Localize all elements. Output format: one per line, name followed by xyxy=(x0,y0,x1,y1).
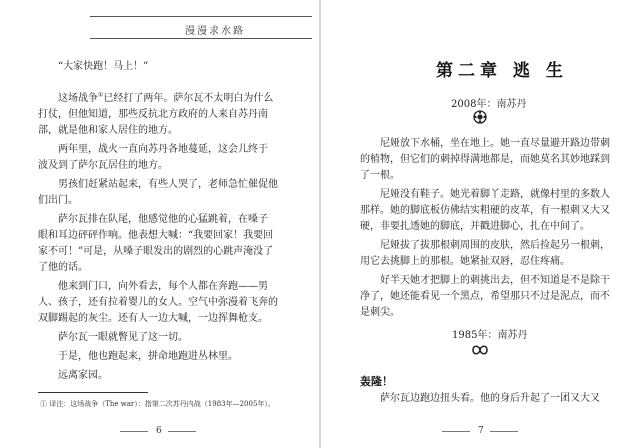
paragraph-line: 部，就是他和家人居住的地方。 xyxy=(38,125,178,136)
page-number: 6 xyxy=(156,426,162,436)
paragraph-line: 的植物，但它们的刺掉得满地都是，而她莫名其妙地踩到 xyxy=(360,154,610,165)
page-number-rule xyxy=(168,431,196,432)
paragraph-line: 尼娅放下水桶，坐在地上。她一直尽量避开路边带刺 xyxy=(380,138,610,149)
paragraph-line: 双脚踢起的灰尘。还有人一边大喊，一边挥舞枪支。 xyxy=(38,313,268,324)
paragraph-line: 们出门。 xyxy=(38,195,78,206)
page-number-rule xyxy=(490,431,518,432)
paragraph-line: 尼娅没有鞋子。她光着脚丫走路，就像村里的多数人 xyxy=(380,189,610,200)
footnote: ① 译注：这场战争（The war）：指第二次苏丹内战（1983年—2005年）。 xyxy=(40,400,275,408)
paragraph-line: 净了，她还能看见一个黑点，希望那只不过是泥点，而不 xyxy=(360,291,610,302)
paragraph-line: 男孩们赶紧站起来，有些人哭了，老师急忙催促他 xyxy=(58,179,278,190)
paragraph-line: 萨尔瓦一眼就瞥见了这一切。 xyxy=(58,332,188,343)
header-rule-bottom xyxy=(90,38,312,39)
paragraph-line: 远离家园。 xyxy=(58,370,108,381)
running-header: 漫漫求水路 xyxy=(185,26,245,37)
paragraph-line: 于是，他也跑起来，拼命地跑进丛林里。 xyxy=(58,351,238,362)
paragraph-line: 尼娅拔了拔那根刺周围的皮肤，然后捡起另一根刺， xyxy=(380,240,610,251)
paragraph-line: 硬，非要扎透她的脚底，并戳进脚心，扎在中间了。 xyxy=(360,221,590,232)
paragraph-line: “大家快跑！马上！” xyxy=(58,61,149,72)
paragraph-line: 了一根。 xyxy=(360,170,400,181)
page-number-rule xyxy=(442,431,470,432)
footnote-marker: ① xyxy=(98,91,104,99)
paragraph-line: 萨尔瓦排在队尾，他感觉他的心猛跳着，在嗓子 xyxy=(58,214,268,225)
dateline: 1985年：南苏丹 xyxy=(452,330,528,341)
flower-ornament-icon xyxy=(473,110,487,124)
page-number-rule xyxy=(120,431,148,432)
header-rule-top xyxy=(90,16,312,17)
knot-ornament-icon xyxy=(471,344,489,356)
paragraph-line: 打仗，但他知道，那些反抗北方政府的人来自苏丹南 xyxy=(38,109,268,120)
paragraph-line: 了他的话。 xyxy=(38,262,88,273)
chapter-title: 第二章 逃 生 xyxy=(436,61,568,81)
paragraph-line: 萨尔瓦边跑边扭头看。他的身后升起了一团又大又 xyxy=(380,393,600,404)
right-page xyxy=(320,0,640,448)
dateline: 2008年：南苏丹 xyxy=(451,99,527,110)
paragraph-line: 那样。她的脚底板仿佛结实粗硬的皮革，有一根刺又大又 xyxy=(360,205,610,216)
paragraph-line: 人、孩子，还有拉着婴儿的女人。空气中弥漫着飞奔的 xyxy=(38,297,278,308)
paragraph-line: 是刺尖。 xyxy=(360,307,400,318)
footnote-rule xyxy=(38,392,148,393)
page-number: 7 xyxy=(478,426,484,436)
paragraph-line: 好半天她才把脚上的刺挑出去，但不知道是不是除干 xyxy=(380,275,610,286)
paragraph-line: 眼和耳边砰砰作响。他表想大喊：“我要回家！我要回 xyxy=(38,230,274,241)
paragraph-line: 用它去挑脚上的那根。她紧扯双唇，忍住疼痛。 xyxy=(360,256,570,267)
sound-heading: 轰隆！ xyxy=(360,375,393,388)
paragraph-line: 他来到门口，向外看去，每个人都在奔跑——男 xyxy=(58,281,268,292)
paragraph-line: 两年里，战火一直向苏丹各地蔓延，这会儿终于 xyxy=(58,144,268,155)
paragraph-line: 这场战争①已经打了两年。萨尔瓦不太明白为什么 xyxy=(58,91,274,104)
paragraph-line: 家不可！”可是，从嗓子眼发出的剧烈的心跳声淹没了 xyxy=(38,246,274,257)
paragraph-line: 波及到了萨尔瓦居住的地方。 xyxy=(38,160,168,171)
